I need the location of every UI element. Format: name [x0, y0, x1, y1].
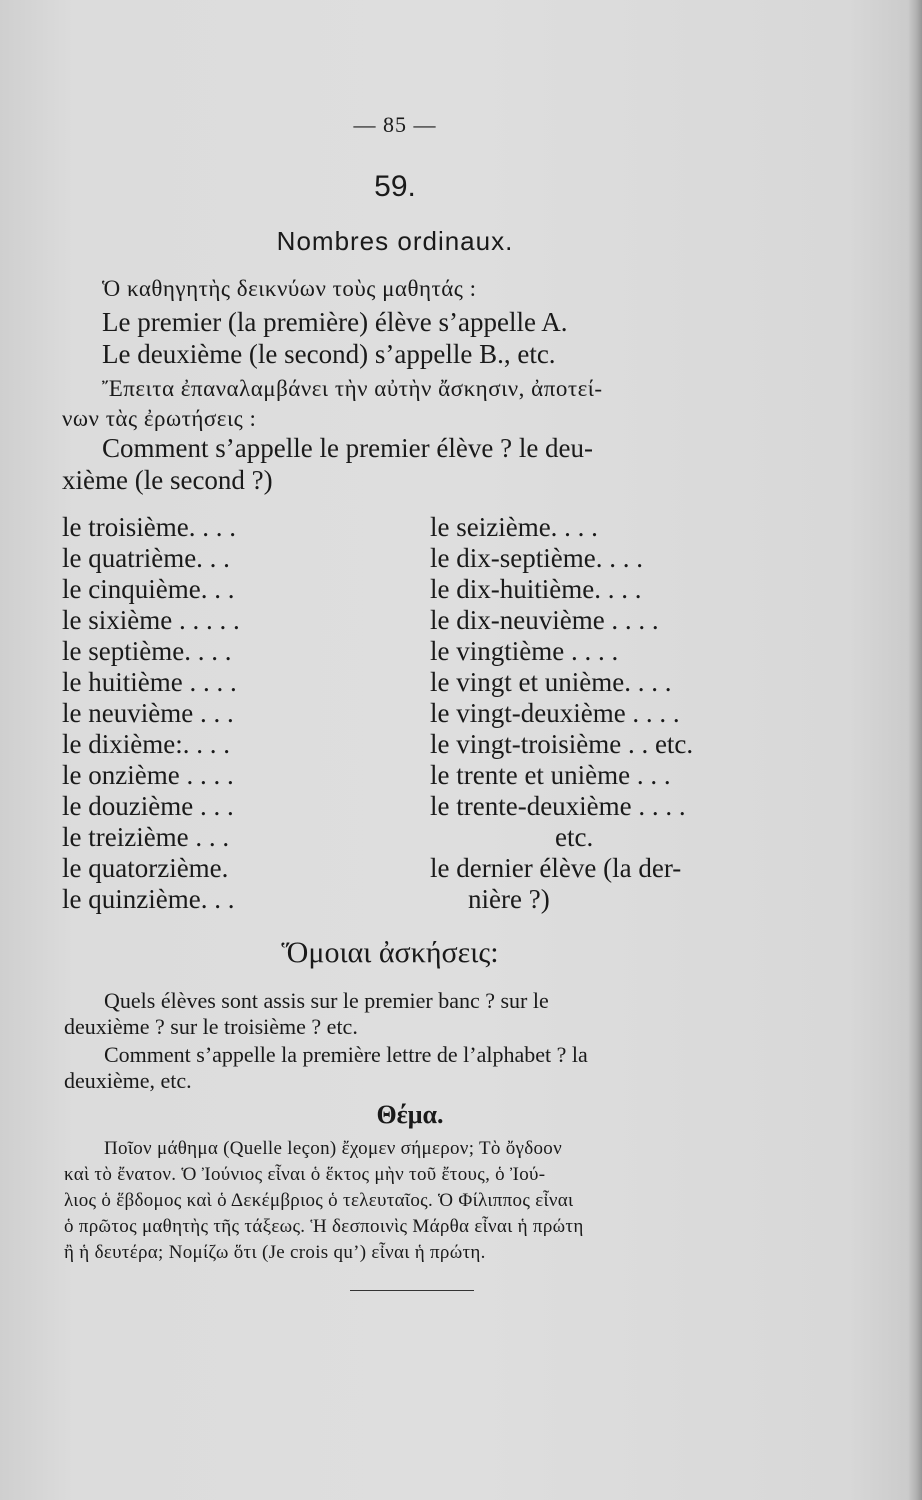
ordinal-item: le dix-huitième. . . . — [430, 574, 642, 604]
ordinals-left-column — [62, 512, 240, 915]
theme-line: ὁ πρῶτος μαθητὴς τῆς τάξεως. Ἡ δεσποινὶς Μάρθα εἶναι ἡ πρώτη — [64, 1216, 584, 1237]
ordinal-item: le septième. . . . — [62, 636, 232, 666]
exercise-question-1a: Quels élèves sont assis sur le premier banc ? sur le — [104, 988, 549, 1013]
ordinal-item: le troisième. . . . — [62, 512, 236, 542]
ordinal-item: le dix-septième. . . . — [430, 543, 643, 573]
ordinal-item: le trente et unième . . . — [430, 760, 671, 790]
ordinal-item: le seizième. . . . — [430, 512, 598, 542]
ordinal-item: le treizième . . . — [62, 822, 230, 852]
intro-greek-line-2b: νων τὰς ἐρωτήσεις : — [62, 406, 257, 431]
page-edge-shadow — [908, 0, 922, 1500]
ordinal-item: le sixième . . . . . — [62, 605, 240, 635]
intro-greek-instruction: Ὁ καθηγητὴς δεικνύων τοὺς μαθητάς : — [102, 276, 477, 301]
ordinal-item: le dernier élève (la der- — [430, 853, 682, 883]
exercise-question-2a: Comment s’appelle la première lettre de l’alphabet ? la — [104, 1042, 588, 1067]
ordinal-item: le onzième . . . . — [62, 760, 234, 790]
ordinal-item-continued: nière ?) — [468, 884, 550, 914]
lesson-number: 59. — [374, 170, 416, 203]
ordinal-item: le quatorzième. — [62, 853, 229, 883]
ordinal-item: le quatrième. . . — [62, 543, 230, 573]
ordinal-item: le vingt et unième. . . . — [430, 667, 672, 697]
ordinal-item: le douzième . . . — [62, 791, 234, 821]
theme-line: καὶ τὸ ἔνατον. Ὁ Ἰούνιος εἶναι ὁ ἕκτος μὴν τοῦ ἔτους, ὁ Ἰού- — [64, 1164, 546, 1185]
intro-question-a: Comment s’appelle le premier élève ? le deu- — [102, 433, 594, 463]
ordinal-item: le quinzième. . . — [62, 884, 235, 914]
page-number: — 85 — — [353, 112, 437, 137]
lesson-title: Nombres ordinaux. — [276, 226, 514, 256]
theme-line: λιος ὁ ἕβδομος καὶ ὁ Δεκέμβριος ὁ τελευταῖος. Ὁ Φίλιππος εἶναι — [64, 1190, 574, 1211]
intro-greek-line-2a: Ἔπειτα ἐπαναλαμβάνει τὴν αὐτὴν ἄσκησιν, ἀποτεί- — [102, 376, 603, 401]
similar-exercises-heading: Ὅμοιαι ἀσκήσεις: — [281, 936, 499, 969]
ordinal-item: le dixième:. . . . — [62, 729, 230, 759]
ordinal-item: le cinquième. . . — [62, 574, 235, 604]
intro-line-1: Le premier (la première) élève s’appelle A. — [102, 307, 568, 337]
ordinal-item: le vingt-deuxième . . . . — [430, 698, 680, 728]
ordinal-item: le vingtième . . . . — [430, 636, 619, 666]
ordinal-item: le trente-deuxième . . . . — [430, 791, 686, 821]
theme-line: ἢ ἡ δευτέρα; Νομίζω ὅτι (Je crois qu’) εἶναι ἡ πρώτη. — [64, 1242, 486, 1263]
exercise-question-2b: deuxième, etc. — [64, 1068, 192, 1093]
intro-question-b: xième (le second ?) — [62, 465, 273, 495]
exercise-question-1b: deuxième ? sur le troisième ? etc. — [64, 1014, 358, 1039]
theme-heading: Θέμα. — [376, 1100, 444, 1129]
ordinal-item: le huitième . . . . — [62, 667, 237, 697]
ordinal-etc: etc. — [555, 822, 594, 852]
ordinal-item: le vingt-troisième . . etc. — [430, 729, 694, 759]
end-rule — [350, 1290, 474, 1291]
ordinal-item: le neuvième . . . — [62, 698, 234, 728]
theme-line: Ποῖον μάθημα (Quelle leçon) ἔχομεν σήμερον; Τὸ ὄγδοον — [104, 1138, 562, 1159]
intro-line-2: Le deuxième (le second) s’appelle B., etc. — [102, 339, 556, 369]
ordinal-item: le dix-neuvième . . . . — [430, 605, 659, 635]
ordinals-right-column — [430, 512, 693, 915]
